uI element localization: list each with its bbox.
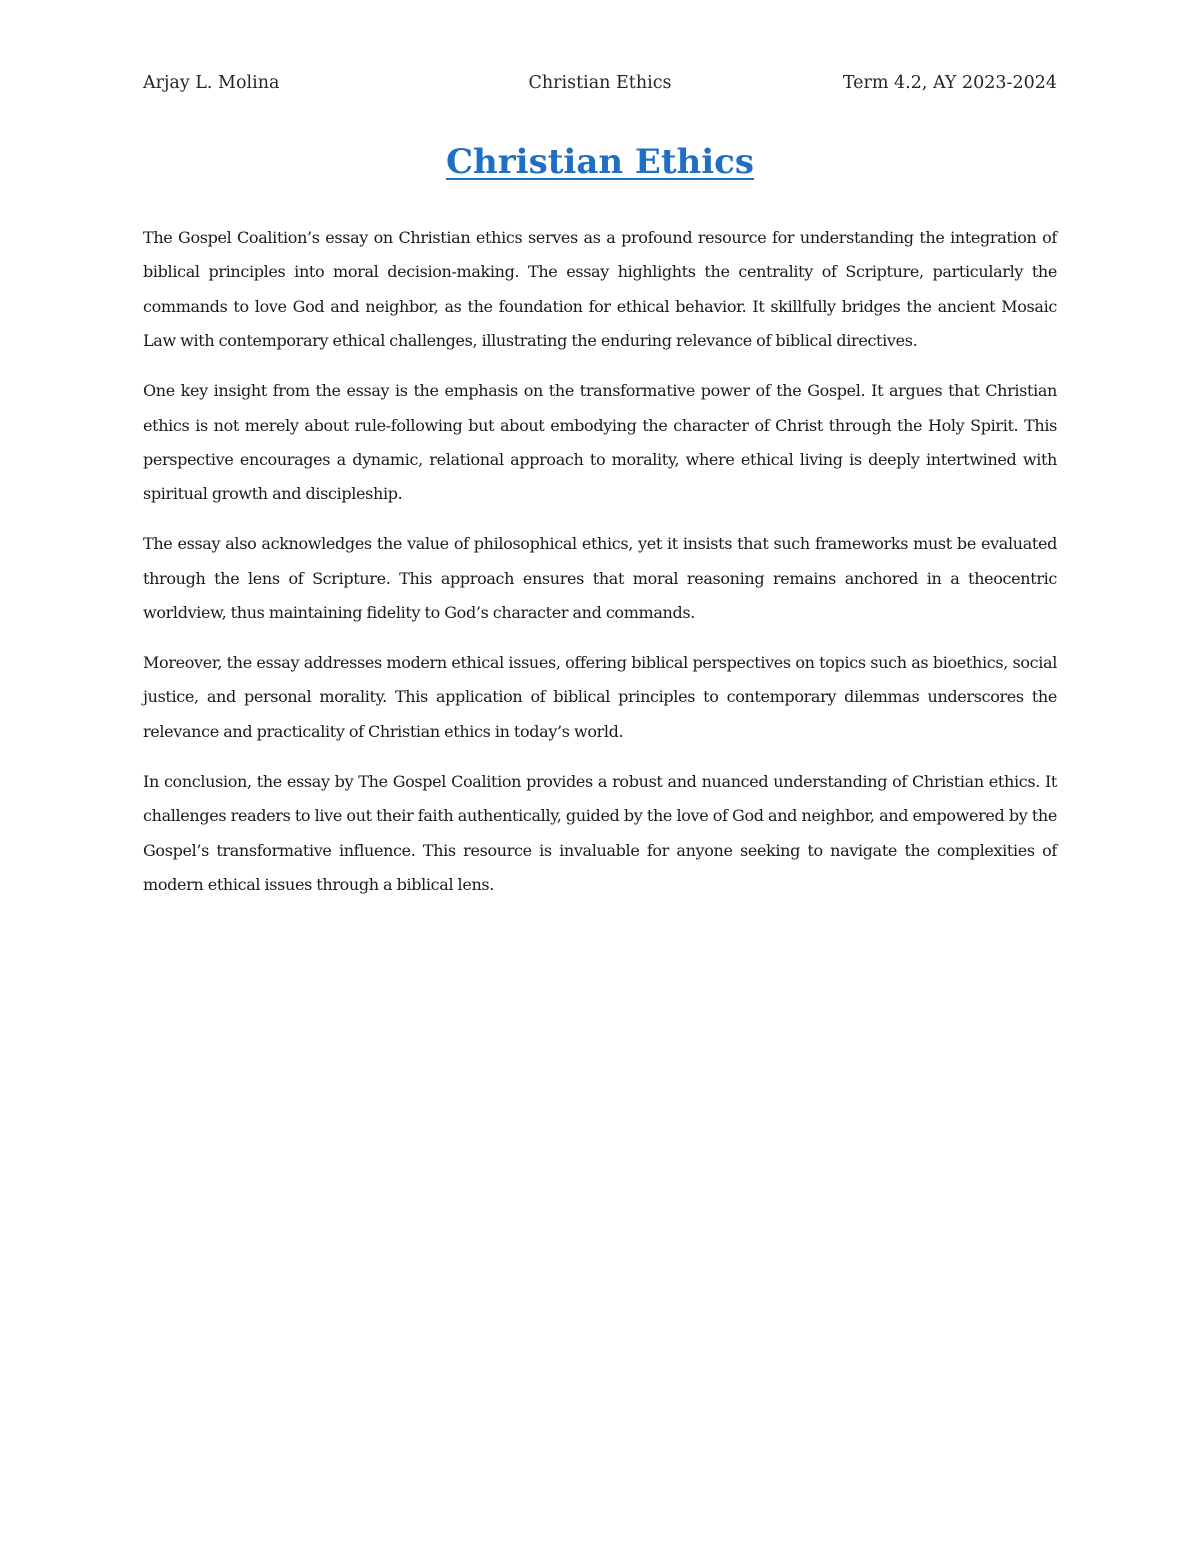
- document-body: [143, 221, 1057, 918]
- paragraph-philosophical-ethics: The essay also acknowledges the value of philosophical ethics, yet it insists that such frameworks must be evaluated through the lens of Scripture. This approach ensures that moral reasoning remains anchored in a theocentric worldview, thus maintaining fidelity to God’s character and commands.: [143, 534, 1057, 623]
- header-term: Term 4.2, AY 2023-2024: [842, 73, 1057, 93]
- paragraph-modern-issues: Moreover, the essay addresses modern ethical issues, offering biblical perspectives on topics such as bioethics, social justice, and personal morality. This application of biblical principles to contemporary dilemmas underscores the relevance and practicality of Christian ethics in today’s world.: [143, 652, 1057, 741]
- header-author: Arjay L. Molina: [143, 73, 280, 93]
- paragraph-intro: The Gospel Coalition’s essay on Christian ethics serves as a profound resource for understanding the integration of biblical principles into moral decision-making. The essay highlights the centrality of Scripture, particularly the commands to love God and neighbor, as the foundation for ethical behavior. It skillfully bridges the ancient Mosaic Law with contemporary ethical challenges, illustrating the enduring relevance of biblical directives.: [143, 228, 1057, 351]
- paragraph-conclusion: In conclusion, the essay by The Gospel Coalition provides a robust and nuanced understanding of Christian ethics. It challenges readers to live out their faith authentically, guided by the love of God and neighbor, and empowered by the Gospel’s transformative influence. This resource is invaluable for anyone seeking to navigate the complexities of modern ethical issues through a biblical lens.: [143, 771, 1057, 894]
- page-header: [143, 73, 1057, 99]
- paragraph-key-insight: One key insight from the essay is the emphasis on the transformative power of the Gospel. It argues that Christian ethics is not merely about rule-following but about embodying the character of Christ through the Holy Spirit. This perspective encourages a dynamic, relational approach to morality, where ethical living is deeply intertwined with spiritual growth and discipleship.: [143, 381, 1057, 504]
- document-title: Christian Ethics: [445, 142, 755, 182]
- header-course: Christian Ethics: [528, 73, 672, 93]
